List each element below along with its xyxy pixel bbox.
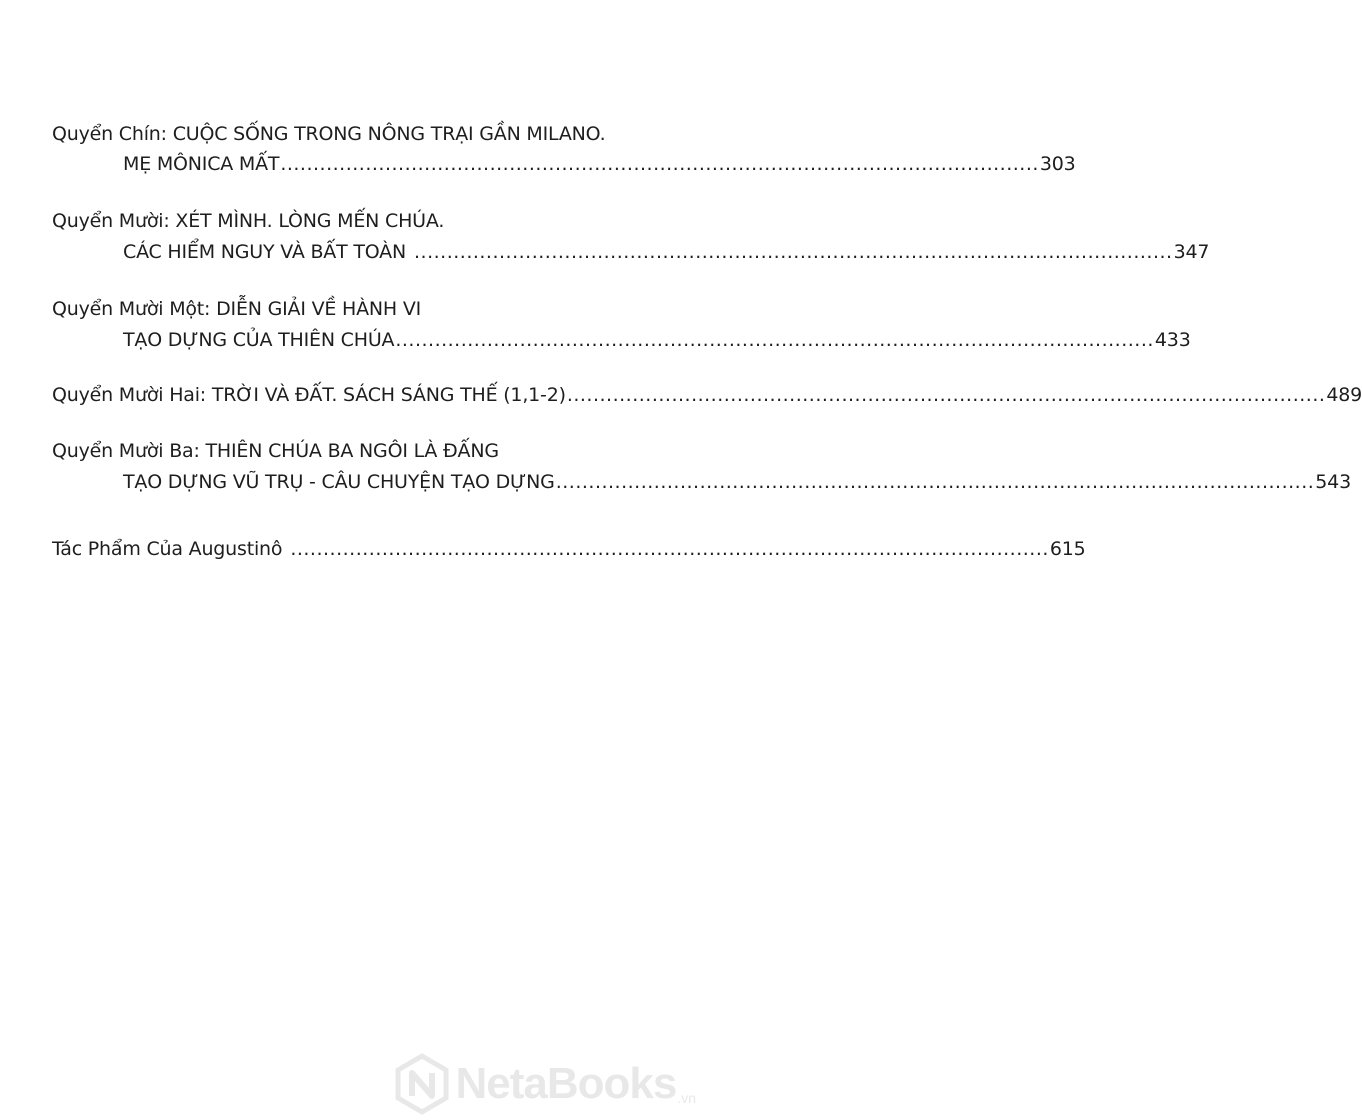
toc-book-label: Quyển Mười: — [52, 210, 170, 232]
toc-page-number: 303 — [1039, 153, 1076, 175]
toc-chapter-title-continued: CÁC HIỂM NGUY VÀ BẤT TOÀN — [123, 241, 406, 263]
dot-leader: .................................................................................................................... — [555, 471, 1315, 493]
toc-page-number: 615 — [1049, 538, 1086, 560]
toc-entry-book-13-title — [52, 437, 499, 465]
toc-page-number: 433 — [1154, 329, 1191, 351]
toc-page-number: 489 — [1326, 384, 1362, 406]
toc-page-number: 347 — [1173, 241, 1210, 263]
toc-chapter-title-continued: TẠO DỰNG CỦA THIÊN CHÚA — [123, 329, 395, 351]
toc-entry-book-10-title — [52, 207, 444, 235]
toc-chapter-title: DIỄN GIẢI VỀ HÀNH VI — [216, 298, 422, 320]
watermark-brand-text: NetaBooks — [455, 1059, 677, 1108]
toc-chapter-title: THIÊN CHÚA BA NGÔI LÀ ĐẤNG — [205, 440, 499, 462]
toc-entry-book-10-continuation — [123, 238, 1210, 266]
toc-entry-book-13-continuation — [123, 468, 1351, 496]
watermark-domain-suffix: .vn — [677, 1090, 696, 1106]
toc-entry-works — [52, 535, 1086, 563]
toc-entry-book-11-title — [52, 295, 421, 323]
dot-leader: .................................................................................................................... — [395, 329, 1154, 351]
toc-book-label: Quyển Mười Hai: — [52, 384, 207, 406]
toc-section-title: Tác Phẩm Của Augustinô — [52, 538, 283, 560]
netabooks-watermark — [395, 1054, 696, 1114]
toc-chapter-title: XÉT MÌNH. LÒNG MẾN CHÚA. — [175, 210, 445, 232]
toc-book-label: Quyển Mười Ba: — [52, 440, 200, 462]
toc-entry-book-9-title — [52, 120, 605, 148]
toc-book-label-and-title — [52, 381, 566, 409]
toc-chapter-title: TRỜI VÀ ĐẤT. SÁCH SÁNG THẾ (1,1-2) — [211, 384, 566, 406]
toc-book-label: Quyển Chín: — [52, 123, 167, 145]
toc-entry-book-12 — [52, 381, 1362, 409]
dot-leader: .................................................................................................................... — [290, 538, 1049, 560]
toc-chapter-title-continued: MẸ MÔNICA MẤT — [123, 153, 280, 175]
netabooks-logo-icon — [395, 1054, 449, 1114]
toc-entry-book-9-continuation — [123, 150, 1076, 178]
toc-chapter-title: CUỘC SỐNG TRONG NÔNG TRẠI GẦN MILANO. — [172, 123, 606, 145]
toc-book-label: Quyển Mười Một: — [52, 298, 211, 320]
dot-leader: .................................................................................................................... — [280, 153, 1039, 175]
dot-leader: .................................................................................................................... — [566, 384, 1326, 406]
toc-page-number: 543 — [1315, 471, 1351, 493]
toc-chapter-title-continued: TẠO DỰNG VŨ TRỤ - CÂU CHUYỆN TẠO DỰNG — [123, 471, 555, 493]
dot-leader: .................................................................................................................... — [414, 241, 1173, 263]
toc-entry-book-11-continuation — [123, 326, 1191, 354]
